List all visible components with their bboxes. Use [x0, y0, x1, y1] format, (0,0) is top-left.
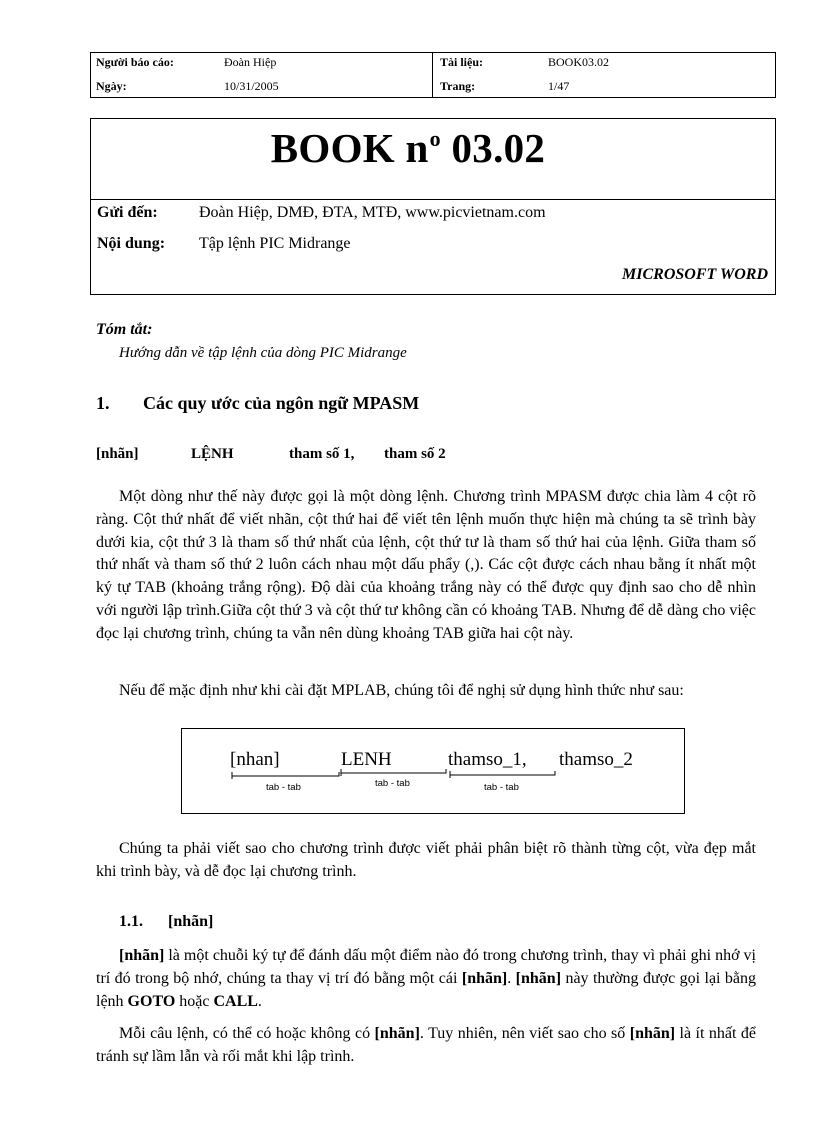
diagram-param2: thamso_2	[559, 749, 633, 770]
reporter-label: Người báo cáo:	[96, 55, 174, 69]
tab-bracket	[232, 772, 339, 779]
subsection-number: 1.1.	[119, 913, 143, 930]
summary-label: Tóm tắt:	[96, 321, 153, 338]
syntax-command: LỆNH	[191, 446, 234, 462]
paragraph-text: Một dòng như thế này được gọi là một dòng lệnh. Chương trình MPASM được chia làm 4 cột rõ ràng. Cột thứ nhất để viết nhãn, cột thứ hai để viết tên lệnh muốn thực hiện mà chúng ta sẽ trình bày dưới kia, cột thứ 3 là tham số thứ nhất của lệnh, cột thứ tư là tham số thứ hai của lệnh. Giữa tham số thứ nhất và tham số thứ 2 luôn cách nhau một dấu phẩy (,). Các cột được cách nhau bằng ít nhất một ký tự TAB (khoảng trắng rộng). Độ dài của khoảng trắng này có thể được quy định sao cho dễ nhìn với người lập trình.Giữa cột thứ 3 và cột thứ tư không cần có khoảng TAB. Nhưng để dễ dàng cho việc đọc lại chương trình, chúng ta vẫn nên dùng khoảng TAB giữa hai cột này.	[96, 488, 756, 642]
title-separator	[91, 199, 775, 200]
tab-diagram	[181, 728, 685, 814]
doc-label: Tài liệu:	[440, 55, 484, 69]
page-title: BOOK $n^o$ 03.02	[270, 125, 546, 171]
page-value: 1/47	[548, 79, 570, 93]
date-label: Ngày:	[96, 79, 127, 93]
paragraph	[96, 945, 756, 1013]
paragraph	[96, 486, 756, 646]
tab-label: tab - tab	[266, 782, 301, 793]
syntax-param1: tham số 1,	[289, 446, 355, 462]
send-to-label: Gửi đến:	[97, 204, 158, 221]
diagram-label: [nhan]	[230, 749, 280, 770]
syntax-param2: tham số 2	[384, 446, 446, 462]
section-title: Các quy ước của ngôn ngữ MPASM	[143, 393, 420, 413]
syntax-label: [nhãn]	[96, 446, 139, 462]
tab-label: tab - tab	[484, 782, 519, 793]
paragraph	[96, 1023, 756, 1069]
diagram-command: LENH	[341, 749, 392, 770]
paragraph	[96, 838, 756, 884]
paragraph-text: Nếu để mặc định như khi cài đặt MPLAB, chúng tôi để nghị sử dụng hình thức như sau:	[119, 682, 684, 699]
tab-bracket	[450, 771, 555, 778]
content-value: Tập lệnh PIC Midrange	[199, 235, 351, 252]
subsection-title: [nhãn]	[168, 913, 214, 930]
paragraph-text: Mỗi câu lệnh, có thể có hoặc không có [nhãn]. Tuy nhiên, nên viết sao cho số [nhãn] là ít nhất để tránh sự lầm lẫn và rối mắt khi lập trình.	[96, 1025, 757, 1065]
document-header-table	[90, 52, 776, 98]
content-label: Nội dung:	[97, 235, 166, 252]
app-name: MICROSOFT WORD	[622, 266, 768, 283]
reporter-value: Đoàn Hiệp	[224, 55, 277, 69]
doc-value: BOOK03.02	[548, 55, 610, 69]
header-divider	[432, 53, 433, 97]
diagram-param1: thamso_1,	[448, 749, 527, 770]
summary-text: Hướng dẫn về tập lệnh của dòng PIC Midrange	[119, 345, 407, 361]
page-label: Trang:	[440, 79, 476, 93]
send-to-value: Đoàn Hiệp, DMĐ, ĐTA, MTĐ, www.picvietnam.com	[199, 204, 546, 221]
tab-label: tab - tab	[375, 778, 410, 789]
tab-brackets	[182, 729, 686, 815]
paragraph	[96, 680, 756, 703]
date-value: 10/31/2005	[224, 79, 279, 93]
paragraph-text: Chúng ta phải viết sao cho chương trình được viết phải phân biệt rõ thành từng cột, vừa đẹp mắt khi trình bày, và dễ đọc lại chương trình.	[96, 840, 756, 880]
section-number: 1.	[96, 393, 110, 413]
paragraph-text: [nhãn] là một chuỗi ký tự để đánh dấu một điểm nào đó trong chương trình, thay vì phải ghi nhớ vị trí đó trong bộ nhớ, chúng ta thay vị trí đó bằng một cái [nhãn]. [nhãn] này thường được gọi lại bằng lệnh GOTO hoặc CALL.	[96, 947, 757, 1010]
